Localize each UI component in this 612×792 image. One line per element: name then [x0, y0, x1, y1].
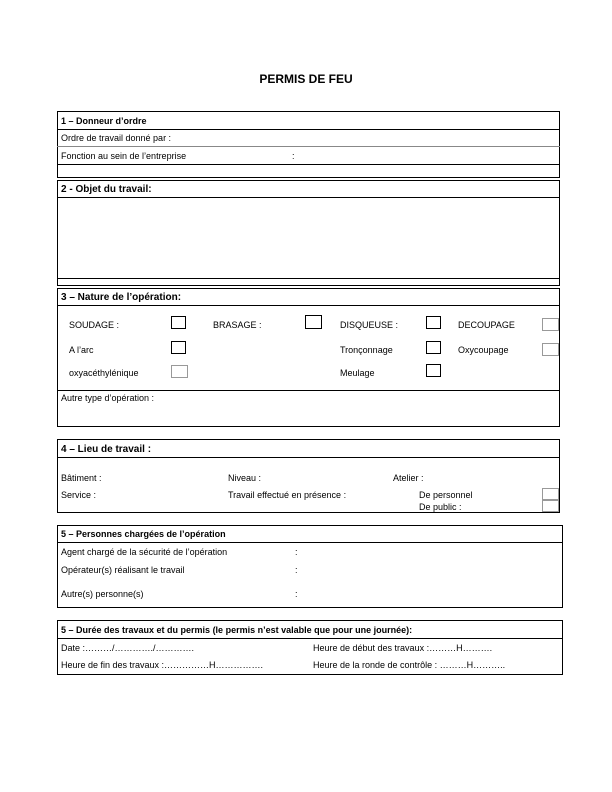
soudage-label: SOUDAGE : — [69, 320, 120, 330]
disqueuse-label: DISQUEUSE : — [340, 320, 399, 330]
fonction-colon: : — [292, 151, 295, 161]
tronconnage-label: Tronçonnage — [340, 345, 393, 355]
fin-label: Heure de fin des travaux :……………H……………. — [61, 660, 264, 670]
oxyacetylenique-checkbox[interactable] — [171, 365, 188, 378]
debut-label: Heure de début des travaux :………H………. — [313, 643, 493, 653]
meulage-checkbox[interactable] — [426, 364, 441, 377]
public-label: De public : — [419, 502, 462, 512]
arc-label: A l’arc — [69, 345, 94, 355]
tronconnage-checkbox[interactable] — [426, 341, 441, 354]
soudage-checkbox[interactable] — [171, 316, 186, 329]
objet-travail-field[interactable] — [58, 198, 559, 277]
section-1-heading: 1 – Donneur d’ordre — [61, 116, 147, 126]
section-5a-heading: 5 – Personnes chargées de l’opération — [61, 529, 226, 539]
section-3-box — [57, 288, 560, 427]
ronde-label: Heure de la ronde de contrôle : ………H……….. — [313, 660, 506, 670]
ordre-label: Ordre de travail donné par : — [61, 133, 172, 143]
agent-colon: : — [295, 547, 298, 557]
niveau-label: Niveau : — [228, 473, 262, 483]
service-label: Service : — [61, 490, 97, 500]
section-4-heading: 4 – Lieu de travail : — [61, 444, 152, 455]
meulage-label: Meulage — [340, 368, 375, 378]
brasage-label: BRASAGE : — [213, 320, 262, 330]
personnel-label: De personnel — [419, 490, 473, 500]
operateur-colon: : — [295, 565, 298, 575]
oxyacetylenique-label: oxyacéthylénique — [69, 368, 139, 378]
fonction-label: Fonction au sein de l’entreprise — [61, 151, 187, 161]
autres-colon: : — [295, 589, 298, 599]
section-2-heading: 2 - Objet du travail: — [61, 184, 152, 195]
agent-label: Agent chargé de la sécurité de l’opération — [61, 547, 228, 557]
public-checkbox[interactable] — [542, 500, 559, 512]
oxycoupage-checkbox[interactable] — [542, 343, 559, 356]
personnel-checkbox[interactable] — [542, 488, 559, 500]
page-title: PERMIS DE FEU — [259, 72, 353, 86]
autres-label: Autre(s) personne(s) — [61, 589, 144, 599]
atelier-label: Atelier : — [393, 473, 424, 483]
operateur-label: Opérateur(s) réalisant le travail — [61, 565, 185, 575]
decoupage-checkbox[interactable] — [542, 318, 559, 331]
date-label: Date :………/…………./…………. — [61, 643, 195, 653]
section-5b-heading: 5 – Durée des travaux et du permis (le permis n’est valable que pour une journée): — [61, 625, 413, 635]
decoupage-label: DECOUPAGE — [458, 320, 515, 330]
arc-checkbox[interactable] — [171, 341, 186, 354]
autre-operation-label: Autre type d’opération : — [61, 393, 155, 403]
presence-label: Travail effectué en présence : — [228, 490, 347, 500]
section-3-heading: 3 – Nature de l’opération: — [61, 292, 182, 303]
batiment-label: Bâtiment : — [61, 473, 102, 483]
brasage-checkbox[interactable] — [305, 315, 322, 329]
disqueuse-checkbox[interactable] — [426, 316, 441, 329]
oxycoupage-label: Oxycoupage — [458, 345, 509, 355]
